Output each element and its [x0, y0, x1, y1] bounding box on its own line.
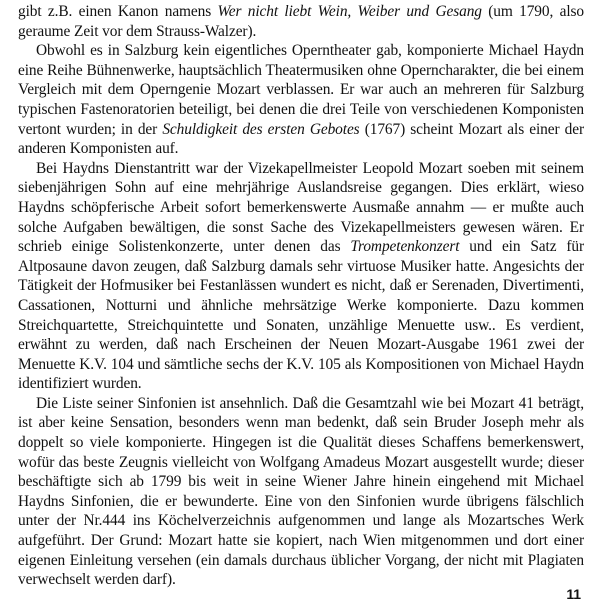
- paragraph: Die Liste seiner Sinfonien ist ansehnlich. Daß die Gesamtzahl wie bei Mozart 41 beträgt, ist aber keine Sensation, besonders wenn man bedenkt, daß sein Bruder Joseph mehr als doppelt so viele komponierte. Hingegen ist die Qualität dieses Schaffens bemerkenswert, wofür das beste Zeugnis vielleicht von Wolfgang Amadeus Mozart ausgestellt wurde; dieser beschäftigte sich ab 1799 bis weit in seine Wiener Jahre hinein eingehend mit Michael Haydns Sinfonien, die er bewunderte. Eine von den Sinfonien wurde übrigens fälschlich unter der Nr.444 ins Köchelverzeichnis aufgenommen und lange als Mozartsches Werk aufgeführt. Der Grund: Mozart hatte sie kopiert, nach Wien mitgenommen und dort einer eigenen Einleitung versehen (ein damals durchaus üblicher Vorgang, der nicht mit Plagiaten verwechselt werden darf).: [18, 394, 584, 589]
- page-number: 11: [566, 586, 581, 602]
- paragraph: Obwohl es in Salzburg kein eigentliches Operntheater gab, komponierte Michael Haydn eine Reihe Bühnenwerke, hauptsächlich Theatermusiken ohne Operncharakter, die bei einem Vergleich mit dem Operngenie Mozart verblassen. Er war auch an mehreren für Salzburg typischen Fastenoratorien beteiligt, bei denen die drei Teile von verschiedenen Komponisten vertont wurden; in der Schuldigkeit des ersten Gebotes (1767) scheint Mozart als einer der anderen Komponisten auf.: [18, 42, 584, 158]
- paragraph: gibt z.B. einen Kanon namens Wer nicht liebt Wein, Weiber und Gesang (um 1790, also geraume Zeit vor dem Strauss-Walzer).: [18, 3, 584, 40]
- paragraph: Bei Haydns Dienstantritt war der Vizekapellmeister Leopold Mozart soeben mit seinem siebenjährigen Sohn auf eine mehrjährige Auslandsreise gegangen. Dies erklärt, wieso Haydns schöpferische Arbeit sofort bemerkenswerte Ausmaße annahm — er mußte auch solche Aufgaben bewältigen, die sonst Sache des Vizekapellmeisters gewesen wären. Er schrieb einige Solistenkonzerte, unter denen das Trompetenkonzert und ein Satz für Altposaune davon zeugen, daß Salzburg damals sehr virtuose Musiker hatte. Angesichts der Tätigkeit der Hofmusiker bei Festanlässen wundert es nicht, daß er Serenaden, Divertimenti, Cassationen, Notturni und ähnliche mehrsätzige Werke komponierte. Dazu kommen Streichquartette, Streichquintette und Sonaten, unzählige Menuette usw.. Es verdient, erwähnt zu werden, daß nach Erscheinen der Neuen Mozart-Ausgabe 1961 zwei der Menuette K.V. 104 und sämtliche sechs der K.V. 105 als Kompositionen von Michael Haydn identifiziert wurden.: [18, 159, 584, 393]
- body-text: [18, 2, 584, 590]
